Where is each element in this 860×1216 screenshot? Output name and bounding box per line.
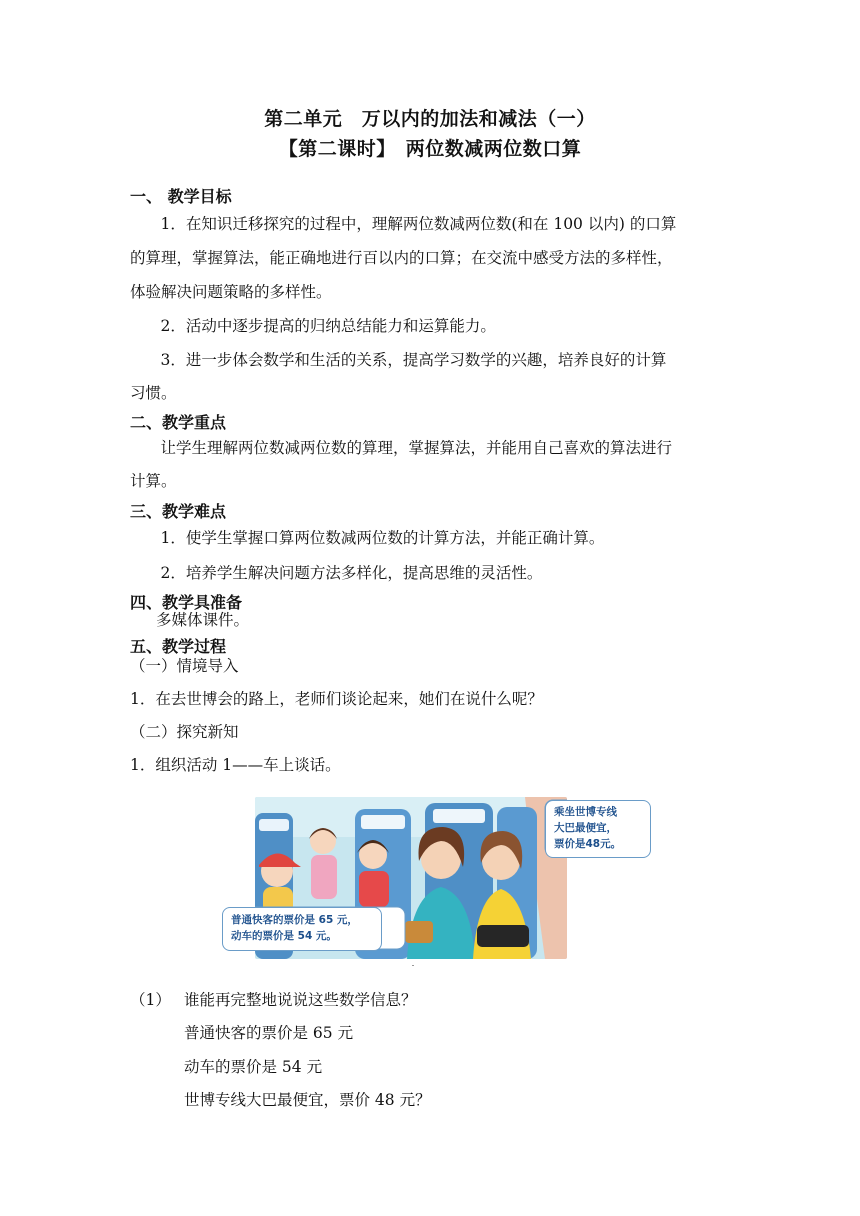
difficulty-2: 2．培养学生解决问题方法多样化，提高思维的灵活性。 [145, 564, 543, 582]
answer-express-bus: 普通快客的票价是 65 元 [184, 1024, 354, 1042]
question-1-text: 谁能再完整地说说这些数学信息？ [184, 991, 417, 1009]
answer-expo-bus: 世博专线大巴最便宜，票价 48 元？ [184, 1091, 431, 1109]
section-2-heading: 二、教学重点 [130, 413, 227, 432]
section-1-heading: 一、 教学目标 [130, 187, 232, 206]
objective-1-line-1: 1．在知识迁移探究的过程中，理解两位数减两位数(和在 100 以内) 的口算 [145, 215, 677, 233]
intro-question: 1．在去世博会的路上，老师们谈论起来，她们在说什么呢？ [130, 690, 543, 708]
objective-3-line-2: 习惯。 [130, 384, 177, 402]
difficulty-1: 1．使学生掌握口算两位数减两位数的计算方法，并能正确计算。 [145, 529, 605, 547]
key-point-line-2: 计算。 [130, 472, 177, 490]
objective-2: 2．活动中逐步提高的归纳总结能力和运算能力。 [145, 317, 496, 335]
left-bubble-line-1: 普通快客的票价是 65 元， [231, 914, 358, 926]
section-4-heading: 四、教学具准备 [130, 593, 243, 612]
image-caption-mark [412, 965, 414, 966]
objective-3-line-1: 3．进一步体会数学和生活的关系，提高学习数学的兴趣，培养良好的计算 [145, 351, 667, 369]
key-point-line-1: 让学生理解两位数减两位数的算理，掌握算法，并能用自己喜欢的算法进行 [145, 439, 673, 457]
lesson-title: 【第二课时】 两位数减两位数口算 [278, 138, 582, 160]
right-bubble-line-1: 乘坐世博专线 [554, 806, 617, 818]
subsection-2-heading: （二）探究新知 [130, 723, 239, 741]
section-5-heading: 五、教学过程 [130, 637, 227, 656]
objective-1-line-3: 体验解决问题策略的多样性。 [130, 283, 332, 301]
left-bubble-line-2: 动车的票价是 54 元。 [231, 930, 337, 942]
objective-1-line-2: 的算理，掌握算法，能正确地进行百以内的口算；在交流中感受方法的多样性， [130, 249, 673, 267]
right-speech-bubble [545, 800, 651, 858]
answer-bullet-train: 动车的票价是 54 元 [184, 1058, 323, 1076]
right-bubble-line-3: 票价是48元。 [554, 838, 622, 850]
activity-1: 1．组织活动 1——车上谈话。 [130, 756, 341, 774]
left-speech-bubble [222, 907, 382, 951]
question-1-label: （1） [130, 991, 171, 1009]
right-bubble-line-2: 大巴最便宜， [554, 822, 617, 834]
materials-text: 多媒体课件。 [156, 611, 250, 629]
subsection-1-heading: （一）情境导入 [130, 657, 239, 675]
unit-title: 第二单元 万以内的加法和减法（一） [264, 108, 596, 130]
section-3-heading: 三、教学难点 [130, 502, 227, 521]
